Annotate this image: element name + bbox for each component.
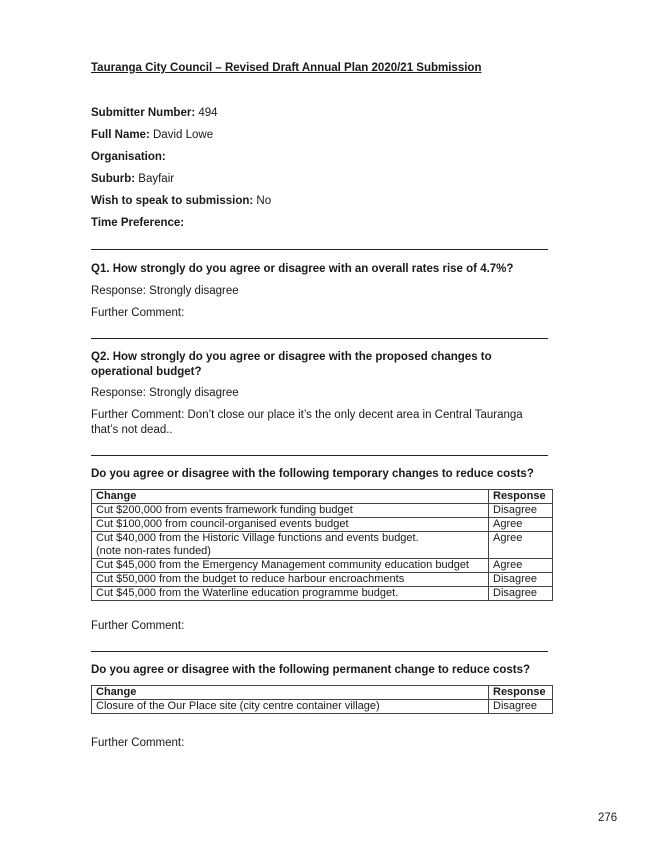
change-cell: Closure of the Our Place site (city centre container village) — [92, 700, 489, 714]
field-label: Suburb: — [91, 173, 136, 185]
column-header-response: Response — [489, 686, 553, 700]
table-row — [92, 700, 553, 714]
table-row — [92, 573, 553, 587]
field-value: No — [256, 195, 272, 207]
permanent-change-table — [91, 685, 553, 714]
table-row — [92, 518, 553, 532]
change-text: Cut $40,000 from the Historic Village functions and events budget. — [96, 532, 419, 544]
column-header-change: Change — [92, 490, 489, 504]
field-wish-to-speak — [91, 195, 271, 207]
field-submitter-number — [91, 107, 218, 119]
field-label: Organisation: — [91, 151, 166, 163]
column-header-response: Response — [489, 490, 553, 504]
table-row — [92, 587, 553, 601]
table-row — [92, 504, 553, 518]
response-cell: Disagree — [489, 573, 553, 587]
q1-question: Q1. How strongly do you agree or disagree with an overall rates rise of 4.7%? — [91, 263, 514, 275]
page-title: Tauranga City Council – Revised Draft Annual Plan 2020/21 Submission — [91, 62, 482, 74]
field-full-name — [91, 129, 213, 141]
table-header-row — [92, 490, 553, 504]
table-row — [92, 559, 553, 573]
q2-comment: Further Comment: Don’t close our place it’s the only decent area in Central Tauranga that’s not dead.. — [91, 409, 523, 436]
field-organisation — [91, 151, 166, 163]
field-suburb — [91, 173, 174, 185]
response-cell: Agree — [489, 532, 553, 559]
field-value: David Lowe — [153, 129, 214, 141]
field-time-preference — [91, 217, 184, 229]
field-value: Bayfair — [138, 173, 175, 185]
temp-question: Do you agree or disagree with the following temporary changes to reduce costs? — [91, 468, 534, 480]
field-label: Submitter Number: — [91, 107, 196, 119]
change-cell: Cut $45,000 from the Emergency Management community education budget — [92, 559, 489, 573]
change-cell — [92, 532, 489, 559]
page-number: 276 — [598, 812, 618, 824]
divider — [91, 249, 548, 250]
field-label: Wish to speak to submission: — [91, 195, 254, 207]
table-header-row — [92, 686, 553, 700]
q2-response: Response: Strongly disagree — [91, 387, 239, 399]
divider — [91, 455, 548, 456]
q1-response: Response: Strongly disagree — [91, 285, 239, 297]
perm-question: Do you agree or disagree with the following permanent change to reduce costs? — [91, 664, 530, 676]
change-cell: Cut $50,000 from the budget to reduce harbour encroachments — [92, 573, 489, 587]
field-value: 494 — [198, 107, 218, 119]
q2-question: Q2. How strongly do you agree or disagree with the proposed changes to operational budget? — [91, 351, 492, 378]
change-note: (note non-rates funded) — [96, 545, 211, 557]
response-cell: Disagree — [489, 700, 553, 714]
divider — [91, 651, 548, 652]
change-cell: Cut $45,000 from the Waterline education programme budget. — [92, 587, 489, 601]
field-label: Full Name: — [91, 129, 150, 141]
response-cell: Disagree — [489, 587, 553, 601]
temporary-changes-table — [91, 489, 553, 601]
change-cell: Cut $200,000 from events framework funding budget — [92, 504, 489, 518]
q1-comment: Further Comment: — [91, 307, 185, 319]
response-cell: Disagree — [489, 504, 553, 518]
response-cell: Agree — [489, 559, 553, 573]
temp-comment: Further Comment: — [91, 620, 185, 632]
column-header-change: Change — [92, 686, 489, 700]
perm-comment: Further Comment: — [91, 737, 185, 749]
change-cell: Cut $100,000 from council-organised events budget — [92, 518, 489, 532]
response-cell: Agree — [489, 518, 553, 532]
field-label: Time Preference: — [91, 217, 185, 229]
table-row — [92, 532, 553, 559]
divider — [91, 338, 548, 339]
